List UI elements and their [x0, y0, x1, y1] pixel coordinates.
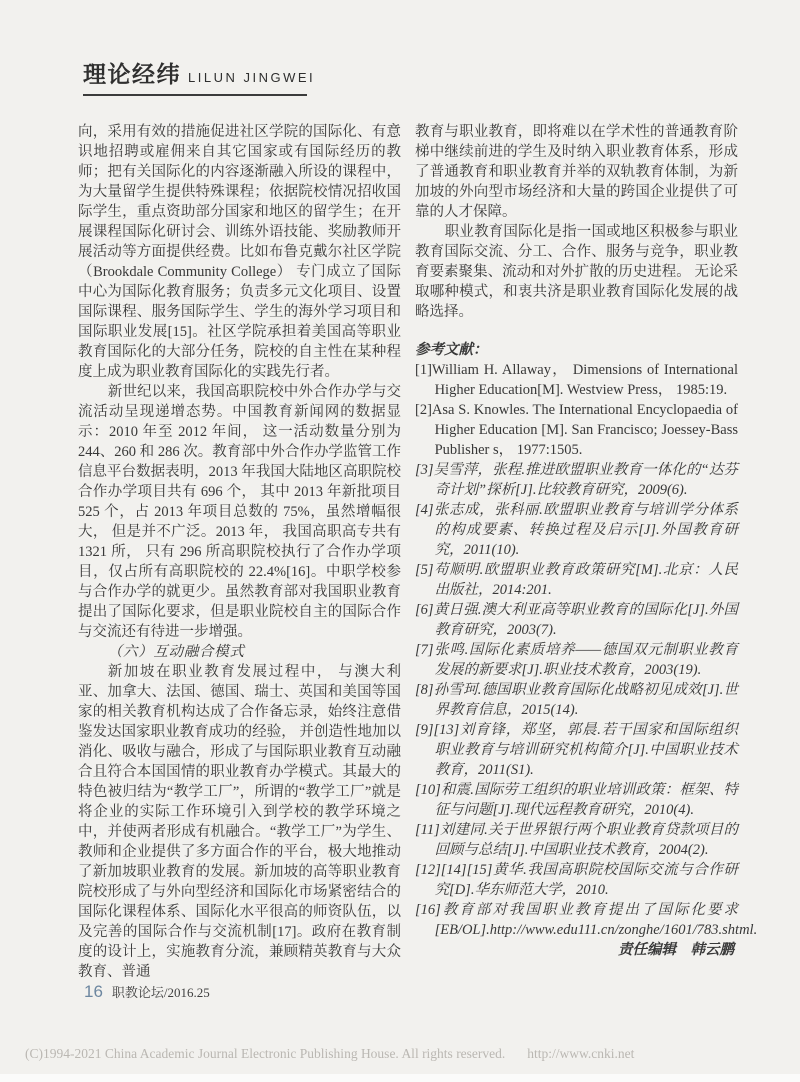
reference-item: [12][14][15]黄华.我国高职院校国际交流与合作研究[D].华东师范大学，2010.	[415, 862, 738, 898]
paragraph: 新世纪以来，我国高职院校中外合作办学与交流活动呈现递增态势。中国教育新闻网的数据显示：2010 年至 2012 年间， 这一活动数量分别为 244、260 和 286 次。教育部中外合作办学监管工作信息平台数据表明，2013 年我国大陆地区高职院校合作办学项目共有 696 个， 其中 2013 年新批项目 525 个，占 2013 年项目总数的 75%，虽然增幅很大， 但是并不广泛。2013 年， 我国高职高专共有 1321 所， 只有 296 所高职院校执行了合作办学项目，仅占所有高职院校的 22.4%[16]。中职学校参与合作办学的就更少。虽然教育部对我国职业教育提出了国际化要求，但是职业院校自主的国际合作与交流还有待进一步增强。	[78, 384, 401, 640]
section-heading: （六）互动融合模式	[107, 644, 245, 660]
reference-item: [1]William H. Allaway， Dimensions of International Higher Education[M]. Westview Press， 1985:19.	[415, 362, 738, 398]
paragraph-continuation: 向，采用有效的措施促进社区学院的国际化、有意识地招聘或雇佣来自其它国家或有国际经历的教师；把有关国际化的内容逐渐融入所设的课程中，为大量留学生提供特殊课程；依据院校情况招收国际学生，重点资助部分国家和地区的留学生；在开展课程国际化研讨会、训练外语技能、奖励教师开展活动等方面提供经费。比如布鲁克戴尔社区学院（Brookdale Community College） 专门成立了国际中心为国际化教育服务；负责多元文化项目、设置国际课程、服务国际学生、学生的海外学习项目和国际职业发展[15]。社区学院承担着美国高等职业教育国际化的大部分任务，院校的自主性在某种程度上成为职业教育国际化的实践先行者。	[78, 124, 401, 380]
left-column	[78, 122, 401, 982]
reference-item: [9][13]刘育锋，郑坚，郭晨.若干国家和国际组织职业教育与培训研究机构简介[J].中国职业技术教育，2011(S1).	[415, 722, 738, 778]
responsible-editor: 责任编辑 韩云鹏	[618, 942, 734, 958]
reference-item: [11]刘建同.关于世界银行两个职业教育贷款项目的回顾与总结[J].中国职业技术教育，2004(2).	[415, 822, 738, 858]
cnki-copyright-strip	[25, 1046, 780, 1062]
right-column	[415, 122, 758, 982]
page-header	[0, 0, 800, 96]
reference-item: [16]教育部对我国职业教育提出了国际化要求[EB/OL].http://www.edu111.cn/zonghe/1601/783.shtml.	[415, 902, 758, 938]
reference-item: [3]吴雪萍，张程.推进欧盟职业教育一体化的“达芬奇计划”探析[J].比较教育研究，2009(6).	[415, 462, 738, 498]
bottom-page-edge	[0, 1074, 800, 1082]
reference-item: [2]Asa S. Knowles. The International Encyclopaedia of Higher Education [M]. San Francisco; Joessey-Bass Publisher s， 1977:1505.	[415, 402, 738, 458]
reference-item: [6]黄日强.澳大利亚高等职业教育的国际化[J].外国教育研究，2003(7).	[415, 602, 738, 638]
journal-issue: 职教论坛/2016.25	[111, 985, 210, 1000]
page-number: 16	[84, 982, 103, 1001]
reference-item: [5]苟顺明.欧盟职业教育政策研究[M].北京：人民出版社，2014:201.	[415, 562, 738, 598]
paragraph: 职业教育国际化是指一国或地区积极参与职业教育国际交流、分工、合作、服务与竞争，职业教育要素聚集、流动和对外扩散的历史进程。 无论采取哪种模式，和衷共济是职业教育国际化发展的战略选择。	[415, 224, 738, 320]
reference-item: [4]张志成，张科丽.欧盟职业教育与培训学分体系的构成要素、转换过程及启示[J].外国教育研究，2011(10).	[415, 502, 738, 558]
cnki-url: http://www.cnki.net	[527, 1046, 635, 1061]
paragraph: 新加坡在职业教育发展过程中， 与澳大利亚、加拿大、法国、德国、瑞士、英国和美国等国家的相关教育机构达成了合作备忘录，始终注意借鉴发达国家职业教育成功的经验， 并创造性地加以消化、吸收与融合，形成了与国际职业教育互动融合且符合本国国情的职业教育办学模式。其最大的特色被归结为“教学工厂”，所谓的“教学工厂”就是将企业的实际工作环境引入到学校的教学环境之中，并使两者形成有机融合。“教学工厂”为学生、教师和企业提供了多方面合作的平台，极大地推动了新加坡职业教育的发展。新加坡的高等职业教育院校形成了与外向型经济和国际化市场紧密结合的国际化课程体系、国际化水平很高的师资队伍，以及完善的国际合作与交流机制[17]。政府在教育制度的设计上，实施教育分流，兼顾精英教育与大众教育、普通	[78, 664, 401, 980]
reference-item: [8]孙雪珂.德国职业教育国际化战略初见成效[J].世界教育信息，2015(14).	[415, 682, 738, 718]
paragraph-continuation: 教育与职业教育，即将难以在学术性的普通教育阶梯中继续前进的学生及时纳入职业教育体系，形成了普通教育和职业教育并举的双轨教育体制，为新加坡的外向型市场经济和大量的跨国企业提供了可靠的人才保障。	[415, 124, 738, 220]
column-title-chinese: 理论经纬	[83, 62, 181, 87]
article-body	[0, 96, 800, 982]
page-footer	[84, 982, 210, 1002]
reference-item: [7]张鸣.国际化素质培养——德国双元制职业教育发展的新要求[J].职业技术教育，2003(19).	[415, 642, 738, 678]
column-title-pinyin: LILUN JINGWEI	[188, 70, 316, 85]
reference-item: [10]和震.国际劳工组织的职业培训政策：框架、特征与问题[J].现代远程教育研究，2010(4).	[415, 782, 738, 818]
references-title: 参考文献：	[415, 342, 488, 358]
copyright-notice: (C)1994-2021 China Academic Journal Electronic Publishing House. All rights reserved.	[25, 1046, 506, 1061]
